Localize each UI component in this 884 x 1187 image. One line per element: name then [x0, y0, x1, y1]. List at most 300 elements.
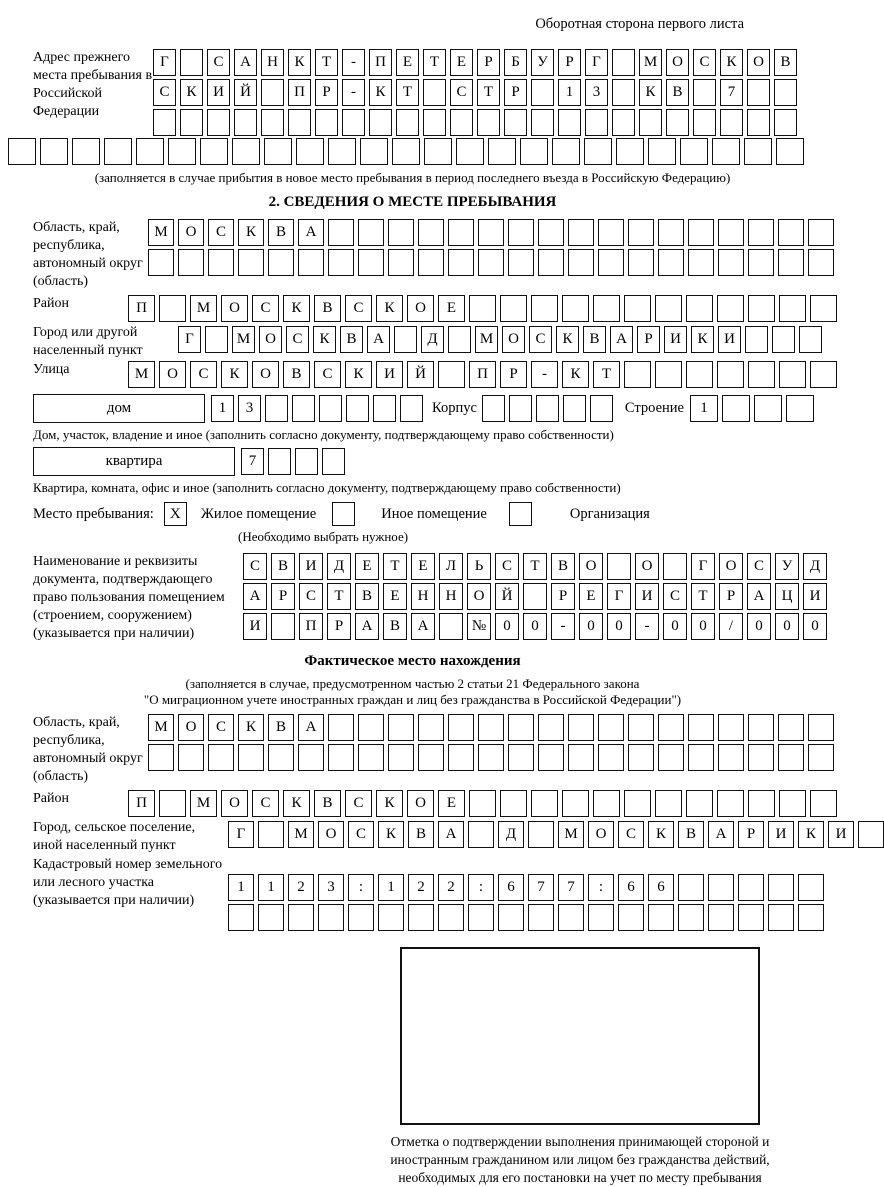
char-cell[interactable] — [500, 295, 527, 322]
char-cell[interactable]: В — [271, 553, 295, 580]
char-cell[interactable]: С — [495, 553, 519, 580]
char-cell[interactable]: 7 — [241, 448, 264, 475]
char-cell[interactable] — [717, 361, 744, 388]
char-cell[interactable]: : — [348, 874, 374, 901]
char-cell[interactable] — [810, 790, 837, 817]
char-cell[interactable] — [558, 109, 581, 136]
char-cell[interactable] — [388, 219, 414, 246]
char-cell[interactable]: : — [468, 874, 494, 901]
gorod-row[interactable] — [178, 326, 822, 353]
char-cell[interactable]: А — [243, 583, 267, 610]
char-cell[interactable]: И — [635, 583, 659, 610]
char-cell[interactable] — [438, 361, 465, 388]
char-cell[interactable]: А — [298, 714, 324, 741]
char-cell[interactable] — [508, 714, 534, 741]
char-cell[interactable] — [612, 79, 635, 106]
char-cell[interactable]: П — [469, 361, 496, 388]
char-cell[interactable] — [531, 790, 558, 817]
char-cell[interactable]: Е — [579, 583, 603, 610]
char-cell[interactable]: Д — [803, 553, 827, 580]
char-cell[interactable] — [104, 138, 132, 165]
char-cell[interactable]: С — [618, 821, 644, 848]
char-cell[interactable] — [528, 904, 554, 931]
char-cell[interactable]: А — [234, 49, 257, 76]
char-cell[interactable] — [478, 744, 504, 771]
char-cell[interactable] — [348, 904, 374, 931]
char-cell[interactable]: 0 — [523, 613, 547, 640]
char-cell[interactable]: О — [259, 326, 282, 353]
char-cell[interactable]: 0 — [775, 613, 799, 640]
prev-address-row1[interactable] — [153, 49, 797, 76]
char-cell[interactable]: С — [529, 326, 552, 353]
char-cell[interactable] — [153, 109, 176, 136]
char-cell[interactable]: О — [719, 553, 743, 580]
char-cell[interactable] — [718, 249, 744, 276]
char-cell[interactable]: О — [221, 295, 248, 322]
char-cell[interactable] — [593, 790, 620, 817]
char-cell[interactable] — [658, 744, 684, 771]
char-cell[interactable] — [616, 138, 644, 165]
char-cell[interactable] — [585, 109, 608, 136]
char-cell[interactable]: К — [345, 361, 372, 388]
char-cell[interactable] — [268, 448, 291, 475]
char-cell[interactable] — [678, 904, 704, 931]
char-cell[interactable]: О — [407, 295, 434, 322]
char-cell[interactable]: Е — [450, 49, 473, 76]
char-cell[interactable] — [180, 109, 203, 136]
gorod3-row[interactable] — [228, 821, 884, 848]
char-cell[interactable] — [180, 49, 203, 76]
char-cell[interactable] — [450, 109, 473, 136]
char-cell[interactable]: О — [318, 821, 344, 848]
char-cell[interactable]: В — [268, 219, 294, 246]
char-cell[interactable] — [776, 138, 804, 165]
char-cell[interactable]: М — [148, 219, 174, 246]
char-cell[interactable] — [655, 295, 682, 322]
dom-row[interactable] — [211, 395, 423, 422]
char-cell[interactable]: И — [664, 326, 687, 353]
raion3-row[interactable] — [128, 790, 837, 817]
char-cell[interactable] — [238, 249, 264, 276]
char-cell[interactable]: 2 — [288, 874, 314, 901]
char-cell[interactable]: Е — [438, 295, 465, 322]
char-cell[interactable] — [418, 249, 444, 276]
char-cell[interactable]: М — [558, 821, 584, 848]
oblast-row1[interactable] — [148, 219, 834, 246]
char-cell[interactable] — [538, 249, 564, 276]
char-cell[interactable]: Г — [691, 553, 715, 580]
char-cell[interactable] — [258, 821, 284, 848]
char-cell[interactable]: - — [342, 79, 365, 106]
char-cell[interactable]: Л — [439, 553, 463, 580]
char-cell[interactable] — [778, 714, 804, 741]
document-row1[interactable] — [243, 553, 827, 580]
char-cell[interactable]: Ц — [775, 583, 799, 610]
char-cell[interactable]: К — [691, 326, 714, 353]
char-cell[interactable]: Р — [738, 821, 764, 848]
char-cell[interactable] — [288, 109, 311, 136]
char-cell[interactable] — [688, 744, 714, 771]
char-cell[interactable] — [208, 249, 234, 276]
char-cell[interactable] — [686, 295, 713, 322]
char-cell[interactable] — [238, 744, 264, 771]
char-cell[interactable]: К — [648, 821, 674, 848]
char-cell[interactable] — [265, 395, 288, 422]
char-cell[interactable] — [768, 904, 794, 931]
char-cell[interactable] — [378, 904, 404, 931]
char-cell[interactable]: О — [178, 714, 204, 741]
char-cell[interactable] — [531, 295, 558, 322]
char-cell[interactable] — [295, 448, 318, 475]
char-cell[interactable]: Г — [153, 49, 176, 76]
char-cell[interactable]: В — [408, 821, 434, 848]
char-cell[interactable]: Т — [691, 583, 715, 610]
char-cell[interactable]: С — [314, 361, 341, 388]
char-cell[interactable] — [568, 714, 594, 741]
char-cell[interactable] — [772, 326, 795, 353]
char-cell[interactable] — [207, 109, 230, 136]
char-cell[interactable] — [799, 326, 822, 353]
char-cell[interactable]: К — [283, 295, 310, 322]
char-cell[interactable] — [748, 295, 775, 322]
char-cell[interactable] — [159, 790, 186, 817]
char-cell[interactable]: А — [355, 613, 379, 640]
char-cell[interactable] — [639, 109, 662, 136]
char-cell[interactable]: Р — [637, 326, 660, 353]
char-cell[interactable] — [779, 790, 806, 817]
char-cell[interactable]: С — [252, 790, 279, 817]
char-cell[interactable]: Р — [477, 49, 500, 76]
char-cell[interactable]: К — [288, 49, 311, 76]
char-cell[interactable] — [469, 295, 496, 322]
char-cell[interactable]: М — [475, 326, 498, 353]
char-cell[interactable]: 1 — [378, 874, 404, 901]
char-cell[interactable] — [666, 109, 689, 136]
char-cell[interactable] — [358, 249, 384, 276]
char-cell[interactable]: К — [221, 361, 248, 388]
char-cell[interactable]: О — [666, 49, 689, 76]
char-cell[interactable] — [598, 219, 624, 246]
char-cell[interactable]: М — [148, 714, 174, 741]
char-cell[interactable]: В — [551, 553, 575, 580]
char-cell[interactable] — [779, 361, 806, 388]
char-cell[interactable] — [612, 49, 635, 76]
char-cell[interactable] — [738, 904, 764, 931]
char-cell[interactable] — [808, 249, 834, 276]
char-cell[interactable] — [584, 138, 612, 165]
char-cell[interactable]: Г — [607, 583, 631, 610]
char-cell[interactable] — [342, 109, 365, 136]
char-cell[interactable] — [858, 821, 884, 848]
char-cell[interactable] — [808, 744, 834, 771]
char-cell[interactable] — [318, 904, 344, 931]
char-cell[interactable] — [360, 138, 388, 165]
char-cell[interactable] — [508, 249, 534, 276]
char-cell[interactable]: С — [190, 361, 217, 388]
char-cell[interactable]: О — [579, 553, 603, 580]
char-cell[interactable] — [468, 904, 494, 931]
char-cell[interactable]: 6 — [498, 874, 524, 901]
char-cell[interactable]: 1 — [211, 395, 234, 422]
char-cell[interactable] — [478, 714, 504, 741]
char-cell[interactable] — [423, 79, 446, 106]
char-cell[interactable]: Е — [383, 583, 407, 610]
char-cell[interactable]: Р — [271, 583, 295, 610]
char-cell[interactable]: К — [556, 326, 579, 353]
char-cell[interactable]: 7 — [558, 874, 584, 901]
char-cell[interactable] — [718, 714, 744, 741]
char-cell[interactable]: С — [299, 583, 323, 610]
char-cell[interactable]: К — [376, 790, 403, 817]
char-cell[interactable]: Т — [593, 361, 620, 388]
char-cell[interactable]: О — [252, 361, 279, 388]
char-cell[interactable] — [778, 219, 804, 246]
char-cell[interactable] — [738, 874, 764, 901]
char-cell[interactable]: Т — [477, 79, 500, 106]
char-cell[interactable]: Й — [495, 583, 519, 610]
char-cell[interactable]: И — [768, 821, 794, 848]
char-cell[interactable] — [680, 138, 708, 165]
char-cell[interactable] — [663, 553, 687, 580]
char-cell[interactable]: К — [798, 821, 824, 848]
char-cell[interactable]: О — [159, 361, 186, 388]
char-cell[interactable] — [148, 249, 174, 276]
char-cell[interactable] — [808, 714, 834, 741]
char-cell[interactable]: В — [340, 326, 363, 353]
char-cell[interactable] — [628, 714, 654, 741]
char-cell[interactable] — [607, 553, 631, 580]
char-cell[interactable]: В — [774, 49, 797, 76]
char-cell[interactable]: К — [639, 79, 662, 106]
char-cell[interactable] — [658, 219, 684, 246]
char-cell[interactable]: 0 — [691, 613, 715, 640]
char-cell[interactable]: М — [190, 790, 217, 817]
char-cell[interactable] — [562, 295, 589, 322]
char-cell[interactable]: Т — [423, 49, 446, 76]
char-cell[interactable] — [745, 326, 768, 353]
char-cell[interactable] — [624, 790, 651, 817]
char-cell[interactable] — [261, 109, 284, 136]
char-cell[interactable]: М — [190, 295, 217, 322]
char-cell[interactable]: 6 — [648, 874, 674, 901]
char-cell[interactable]: Г — [178, 326, 201, 353]
kadastr-row2[interactable] — [228, 904, 824, 931]
char-cell[interactable] — [538, 714, 564, 741]
char-cell[interactable]: Р — [315, 79, 338, 106]
char-cell[interactable] — [612, 109, 635, 136]
char-cell[interactable]: К — [238, 219, 264, 246]
char-cell[interactable]: К — [369, 79, 392, 106]
char-cell[interactable]: Г — [585, 49, 608, 76]
char-cell[interactable] — [708, 874, 734, 901]
char-cell[interactable] — [593, 295, 620, 322]
char-cell[interactable]: 1 — [690, 395, 718, 422]
char-cell[interactable] — [328, 249, 354, 276]
char-cell[interactable]: А — [367, 326, 390, 353]
char-cell[interactable] — [748, 249, 774, 276]
char-cell[interactable]: А — [438, 821, 464, 848]
char-cell[interactable] — [744, 138, 772, 165]
char-cell[interactable] — [568, 219, 594, 246]
char-cell[interactable] — [388, 249, 414, 276]
char-cell[interactable] — [810, 361, 837, 388]
raion-row[interactable] — [128, 295, 837, 322]
char-cell[interactable] — [72, 138, 100, 165]
char-cell[interactable] — [148, 744, 174, 771]
char-cell[interactable] — [296, 138, 324, 165]
char-cell[interactable]: М — [288, 821, 314, 848]
char-cell[interactable]: Й — [234, 79, 257, 106]
char-cell[interactable] — [563, 395, 586, 422]
char-cell[interactable]: Г — [228, 821, 254, 848]
char-cell[interactable] — [693, 79, 716, 106]
char-cell[interactable] — [424, 138, 452, 165]
char-cell[interactable] — [658, 249, 684, 276]
char-cell[interactable] — [688, 714, 714, 741]
char-cell[interactable]: 1 — [228, 874, 254, 901]
char-cell[interactable] — [205, 326, 228, 353]
char-cell[interactable]: Р — [558, 49, 581, 76]
char-cell[interactable] — [200, 138, 228, 165]
char-cell[interactable] — [292, 395, 315, 422]
char-cell[interactable]: У — [775, 553, 799, 580]
char-cell[interactable]: 0 — [747, 613, 771, 640]
char-cell[interactable]: Е — [411, 553, 435, 580]
char-cell[interactable] — [588, 904, 614, 931]
char-cell[interactable]: В — [383, 613, 407, 640]
ulitsa-row[interactable] — [128, 361, 837, 388]
char-cell[interactable]: О — [635, 553, 659, 580]
char-cell[interactable] — [658, 714, 684, 741]
korpus-row[interactable] — [482, 395, 613, 422]
char-cell[interactable]: В — [283, 361, 310, 388]
char-cell[interactable]: О — [467, 583, 491, 610]
char-cell[interactable] — [228, 904, 254, 931]
char-cell[interactable] — [562, 790, 589, 817]
char-cell[interactable]: Р — [327, 613, 351, 640]
char-cell[interactable] — [315, 109, 338, 136]
char-cell[interactable] — [774, 79, 797, 106]
char-cell[interactable] — [346, 395, 369, 422]
char-cell[interactable] — [448, 219, 474, 246]
char-cell[interactable]: К — [180, 79, 203, 106]
char-cell[interactable]: Д — [327, 553, 351, 580]
char-cell[interactable] — [392, 138, 420, 165]
char-cell[interactable] — [748, 361, 775, 388]
char-cell[interactable]: Д — [498, 821, 524, 848]
char-cell[interactable]: О — [747, 49, 770, 76]
char-cell[interactable] — [798, 904, 824, 931]
char-cell[interactable]: Ь — [467, 553, 491, 580]
char-cell[interactable] — [456, 138, 484, 165]
char-cell[interactable] — [717, 295, 744, 322]
char-cell[interactable] — [708, 904, 734, 931]
char-cell[interactable] — [400, 395, 423, 422]
char-cell[interactable]: К — [378, 821, 404, 848]
char-cell[interactable] — [688, 219, 714, 246]
char-cell[interactable]: 2 — [438, 874, 464, 901]
char-cell[interactable]: 0 — [663, 613, 687, 640]
char-cell[interactable] — [648, 904, 674, 931]
char-cell[interactable] — [717, 790, 744, 817]
char-cell[interactable] — [358, 714, 384, 741]
char-cell[interactable] — [369, 109, 392, 136]
prev-address-row4[interactable] — [8, 138, 792, 165]
char-cell[interactable]: А — [747, 583, 771, 610]
char-cell[interactable]: 3 — [585, 79, 608, 106]
char-cell[interactable] — [328, 744, 354, 771]
char-cell[interactable] — [678, 874, 704, 901]
char-cell[interactable] — [748, 714, 774, 741]
char-cell[interactable] — [268, 744, 294, 771]
char-cell[interactable] — [558, 904, 584, 931]
char-cell[interactable] — [8, 138, 36, 165]
char-cell[interactable]: Н — [261, 49, 284, 76]
char-cell[interactable] — [747, 79, 770, 106]
char-cell[interactable] — [536, 395, 559, 422]
char-cell[interactable] — [478, 219, 504, 246]
char-cell[interactable]: С — [208, 714, 234, 741]
char-cell[interactable] — [693, 109, 716, 136]
char-cell[interactable]: К — [720, 49, 743, 76]
char-cell[interactable]: С — [693, 49, 716, 76]
char-cell[interactable]: С — [153, 79, 176, 106]
char-cell[interactable]: В — [314, 295, 341, 322]
checkbox-inoe[interactable] — [332, 502, 355, 526]
char-cell[interactable] — [786, 395, 814, 422]
char-cell[interactable] — [388, 714, 414, 741]
char-cell[interactable]: 0 — [803, 613, 827, 640]
char-cell[interactable] — [774, 109, 797, 136]
char-cell[interactable]: С — [252, 295, 279, 322]
char-cell[interactable]: А — [298, 219, 324, 246]
char-cell[interactable] — [718, 219, 744, 246]
char-cell[interactable]: 2 — [408, 874, 434, 901]
char-cell[interactable]: В — [666, 79, 689, 106]
char-cell[interactable] — [328, 714, 354, 741]
char-cell[interactable] — [261, 79, 284, 106]
char-cell[interactable]: П — [369, 49, 392, 76]
prev-address-row3[interactable] — [153, 109, 797, 136]
char-cell[interactable] — [628, 219, 654, 246]
char-cell[interactable] — [358, 219, 384, 246]
document-row3[interactable] — [243, 613, 827, 640]
char-cell[interactable]: М — [128, 361, 155, 388]
char-cell[interactable]: И — [299, 553, 323, 580]
char-cell[interactable] — [688, 249, 714, 276]
char-cell[interactable] — [628, 744, 654, 771]
char-cell[interactable]: 1 — [558, 79, 581, 106]
char-cell[interactable] — [178, 249, 204, 276]
char-cell[interactable]: Н — [411, 583, 435, 610]
char-cell[interactable] — [396, 109, 419, 136]
char-cell[interactable] — [686, 790, 713, 817]
char-cell[interactable] — [768, 874, 794, 901]
char-cell[interactable] — [234, 109, 257, 136]
char-cell[interactable] — [598, 249, 624, 276]
char-cell[interactable] — [598, 714, 624, 741]
char-cell[interactable] — [523, 583, 547, 610]
char-cell[interactable] — [388, 744, 414, 771]
char-cell[interactable] — [408, 904, 434, 931]
char-cell[interactable]: - — [551, 613, 575, 640]
oblast-row2[interactable] — [148, 249, 834, 276]
char-cell[interactable]: Т — [327, 583, 351, 610]
stroenie-row[interactable] — [690, 395, 814, 422]
char-cell[interactable] — [568, 249, 594, 276]
char-cell[interactable]: Р — [500, 361, 527, 388]
char-cell[interactable]: Т — [315, 49, 338, 76]
